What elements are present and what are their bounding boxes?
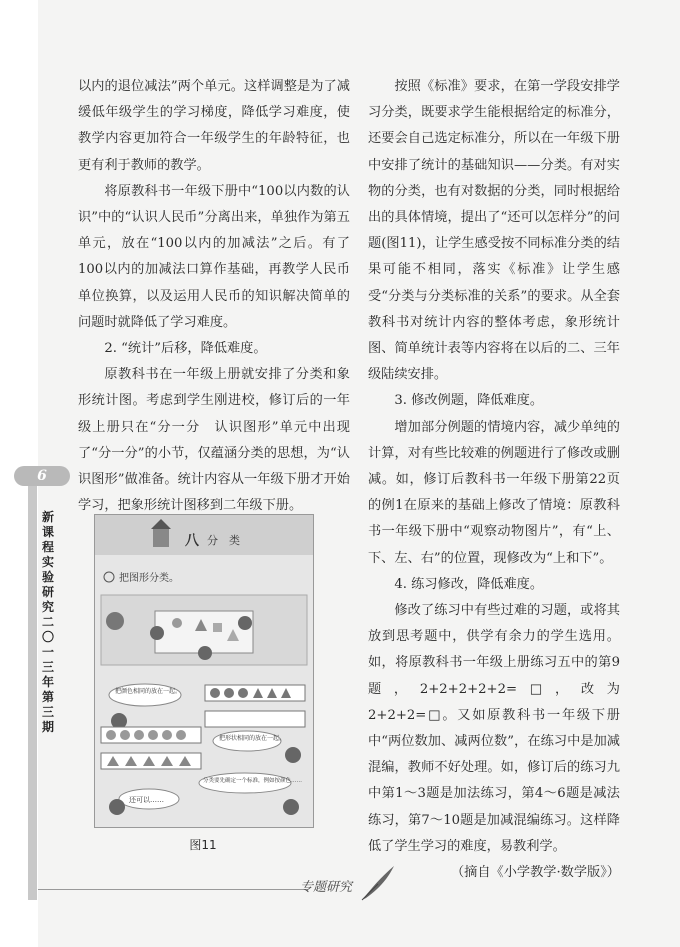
figure-caption: 图11	[189, 838, 217, 852]
child-figure	[198, 646, 212, 660]
child-figure	[283, 799, 299, 815]
footer-rule	[38, 889, 308, 890]
source-citation: （摘自《小学教学·数学版》）	[450, 865, 620, 881]
unit-title: 分 类	[207, 534, 240, 547]
paragraph: 将原教科书一年级下册中“100以内数的认识”中的“认识人民币”分离出来，单独作为第五单元，放在“100以内的加减法”之后。有了100以内的加减法口算作基础，再教学人民币单位换算，以及运用人民币的知识解决简单的问题时就降低了学习难度。	[78, 183, 350, 330]
child-figure	[109, 799, 125, 815]
child-figure	[238, 616, 252, 630]
paragraph: 增加部分例题的情境内容，减少单纯的计算，对有些比较难的例题进行了修改或删减。如，修订后教科书一年级下册第22页的例1在原来的基础上修改了情境：原教科书一年级下册中“观察动物图片”，有“上、下、左、右”的位置，现修改为“上和下”。	[368, 419, 620, 566]
unit-number: 八	[185, 533, 199, 549]
bubble-standard-text: 分类要先确定一个标准，例如按颜色……	[203, 778, 303, 784]
section-heading: 4. 练习修改，降低难度。	[394, 576, 544, 592]
right-text-column	[368, 74, 620, 886]
paragraph: 修改了练习中有些过难的习题，或将其放到思考题中，供学有余力的学生选用。如，将原教科书一年级上册练习五中的第9题，2+2+2+2+2=□，改为2+2+2=□。又如原教科书一年级下册中“两位数加、减两位数”，在练习中是加减混编，教师不好处理。如，修订后的练习九中第1～3题是加法练习，第4～6题是减法练习，第7～10题是加减混编练习。这样降低了学生学习的难度，易教利学。	[368, 603, 620, 854]
shape-on-table	[172, 618, 182, 628]
shape-on-table	[213, 623, 222, 632]
globe-icon	[106, 612, 124, 630]
left-text-column	[78, 74, 350, 519]
group-box	[205, 711, 305, 727]
bubble-shape-text: 把形状相同的放在一起。	[219, 735, 286, 742]
textbook-figure	[94, 514, 314, 828]
task-icon	[104, 572, 114, 582]
quill-pen-icon	[358, 864, 398, 904]
paragraph: 以内的退位减法”两个单元。这样调整是为了减缓低年级学生的学习梯度，降低学习难度，使教学内容更加符合一年级学生的年龄特征，也更有利于教师的教学。	[78, 79, 350, 173]
section-heading: 2. “统计”后移，降低难度。	[104, 341, 267, 357]
journal-title-vertical: 新课程实验研究 二〇一三年 第三期	[42, 510, 67, 734]
child-figure	[285, 747, 301, 763]
task-label: 把图形分类。	[119, 573, 179, 584]
section-heading: 3. 修改例题，降低难度。	[394, 393, 544, 409]
paragraph: 按照《标准》要求，在第一学段安排学习分类，既要求学生能根据给定的标准分，还要会自己选定标准分，所以在一年级下册中安排了统计的基础知识——分类。有对实物的分类，也有对数据的分类，同时根据给出的具体情境，提出了“还可以怎样分”的问题(图11)，让学生感受按不同标准分类的结果可能不相同，落实《标准》让学生感受“分类与分类标准的关系”的要求。从全套教科书对统计内容的整体考虑，象形统计图、简单统计表等内容将在以后的二、三年级陆续安排。	[368, 79, 620, 383]
unit-header-band	[95, 515, 313, 555]
page-number-badge: 6	[14, 466, 70, 486]
margin-strip	[28, 470, 37, 900]
child-figure	[150, 626, 164, 640]
footer-label: 专题研究	[300, 880, 353, 895]
bubble-other-text: 还可以……	[129, 796, 164, 804]
bubble-color-text: 把颜色相同的放在一起。	[115, 688, 182, 695]
paragraph: 原教科书在一年级上册就安排了分类和象形统计图。考虑到学生刚进校，修订后的一年级上册只在“分一分 认识图形”单元中出现了“分一分”的小节，仅蕴涵分类的思想，为“认识图形”做准备。统计内容从一年级下册才开始学习，把象形统计图移到二年级下册。	[78, 367, 350, 514]
